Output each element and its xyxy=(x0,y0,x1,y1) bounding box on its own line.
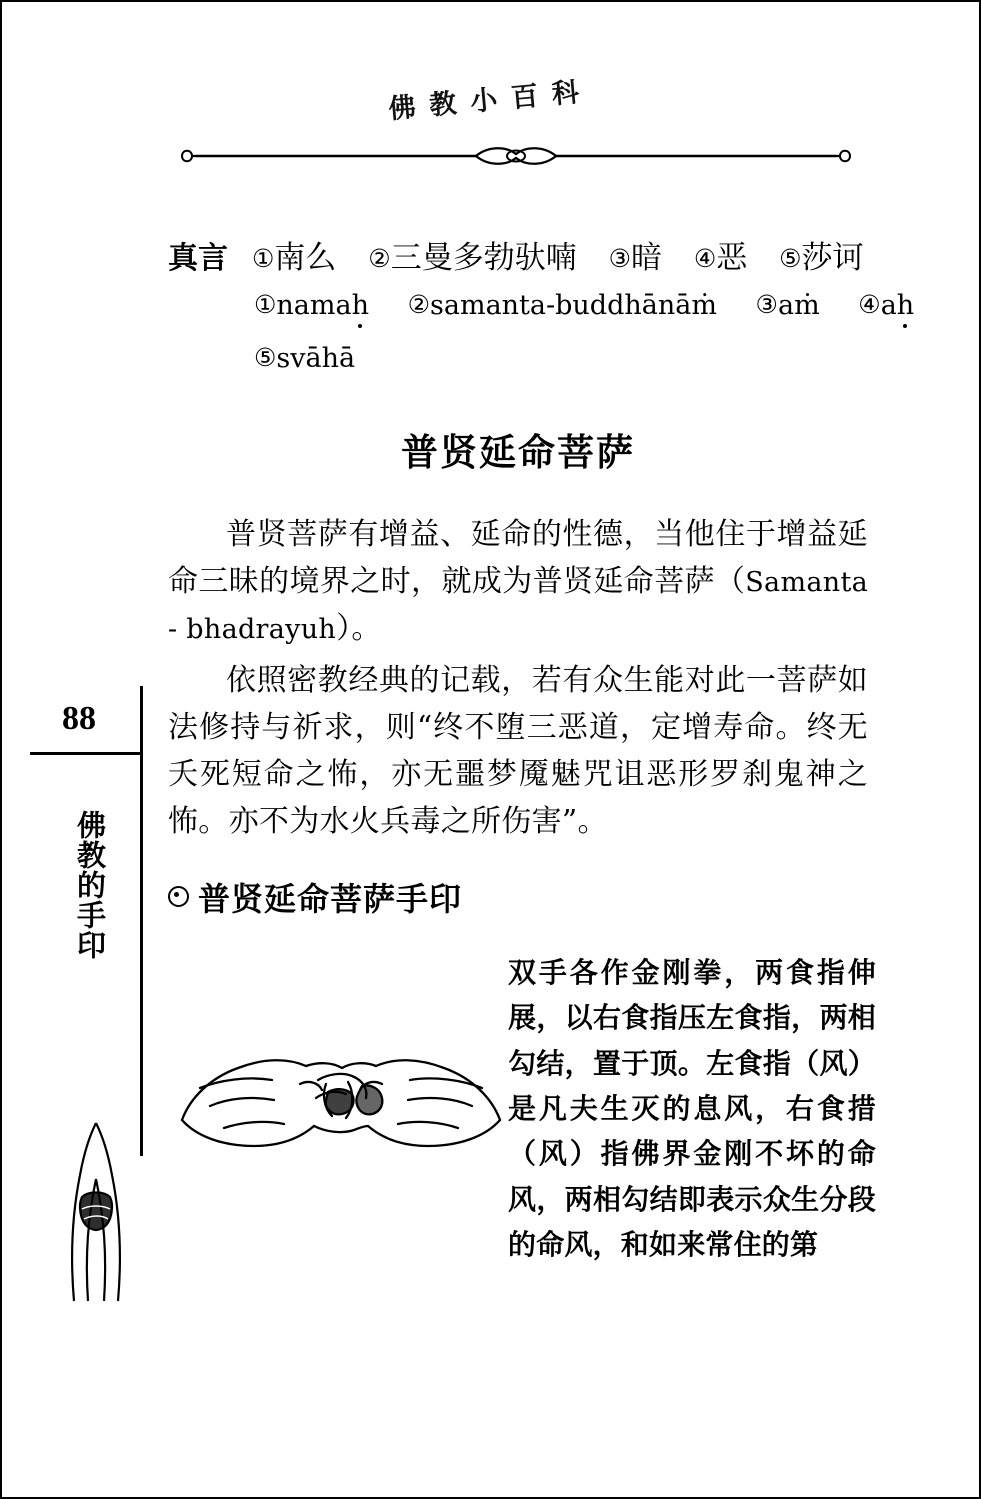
mantra-romanized-line-2 xyxy=(168,343,868,374)
mantra-romanized-line-1 xyxy=(168,290,915,321)
mantra-rom-4: a xyxy=(880,290,897,321)
page-side-tab xyxy=(40,700,150,738)
paragraph-2: 依照密教经典的记载，若有众生能对此一菩萨如法修持与祈求，则“终不堕三恶道，定增寿命。终无夭死短命之怖，亦无噩梦魇魅咒诅恶形罗刹鬼神之怖。亦不为水火兵毒之所伤害”。 xyxy=(168,663,868,839)
subsection-title xyxy=(168,874,868,920)
ornamental-divider-icon xyxy=(176,144,856,168)
mantra-rom-3: aṁ xyxy=(777,290,820,321)
mantra-rom-1-dotted: h xyxy=(351,290,369,321)
marker-4: ④ xyxy=(693,244,717,273)
paragraph-1 xyxy=(168,512,868,652)
marker-4-rom: ④ xyxy=(858,290,881,319)
marker-1: ① xyxy=(252,244,275,273)
marker-2-rom: ② xyxy=(407,290,431,319)
mantra-chinese-row xyxy=(168,240,868,276)
figure-caption: 双手各作金刚拳，两食指伸展，以右食指压左食指，两相勾结，置于顶。左食指（风）是凡夫生灭的息风，右食措（风）指佛界金刚不坏的命风，两相勾结即表示众生分段的命风，和如来常住的第 xyxy=(508,956,876,1262)
hand-mudra-small-icon xyxy=(52,1105,152,1305)
side-vertical-rule xyxy=(140,686,143,1156)
paragraph-1-sanskrit: Samanta - bhadrayuh xyxy=(168,566,868,645)
marker-2: ② xyxy=(368,244,391,273)
page-number: 88 xyxy=(62,700,96,737)
mantra-cn-3: 暗 xyxy=(630,240,662,276)
marker-5-rom: ⑤ xyxy=(254,343,277,372)
mantra-rom-2: samanta-buddhānāṁ xyxy=(430,290,717,321)
section-title: 普贤延命菩萨 xyxy=(401,431,635,474)
mantra-cn-1: 南么 xyxy=(274,240,337,276)
mantra-chinese-text xyxy=(252,240,886,276)
mantra-cn-5: 莎诃 xyxy=(801,240,864,276)
marker-3: ③ xyxy=(608,244,631,273)
mantra-rom-5: svāhā xyxy=(276,343,356,374)
mantra-cn-4: 恶 xyxy=(716,240,748,276)
mantra-label: 真言 xyxy=(168,241,228,276)
mantra-rom-4-dotted: h xyxy=(896,290,915,321)
ring-dot-bullet-icon xyxy=(168,886,189,907)
side-horizontal-rule xyxy=(30,752,140,755)
marker-5: ⑤ xyxy=(779,244,802,273)
paragraph-1-part-a: 普贤菩萨有增益、延命的性德，当他住于增益延命三昧的境界之时，就成为普贤延命菩萨（ xyxy=(168,517,868,599)
main-content xyxy=(168,240,915,920)
page-header xyxy=(0,75,981,188)
mantra-rom-1: nama xyxy=(276,290,352,321)
mantra-cn-2: 三曼多勃驮喃 xyxy=(390,240,577,276)
marker-1-rom: ① xyxy=(254,290,277,319)
marker-3-rom: ③ xyxy=(755,290,778,319)
subsection-title-label: 普贤延命菩萨手印 xyxy=(198,879,463,918)
two-hands-mudra-illustration xyxy=(176,1028,506,1168)
figure-block xyxy=(168,950,878,1310)
paragraph-1-part-b: ）。 xyxy=(336,610,382,646)
side-chapter-title: 佛教的手印 xyxy=(73,810,107,960)
book-title: 佛教小百科 xyxy=(387,75,595,126)
